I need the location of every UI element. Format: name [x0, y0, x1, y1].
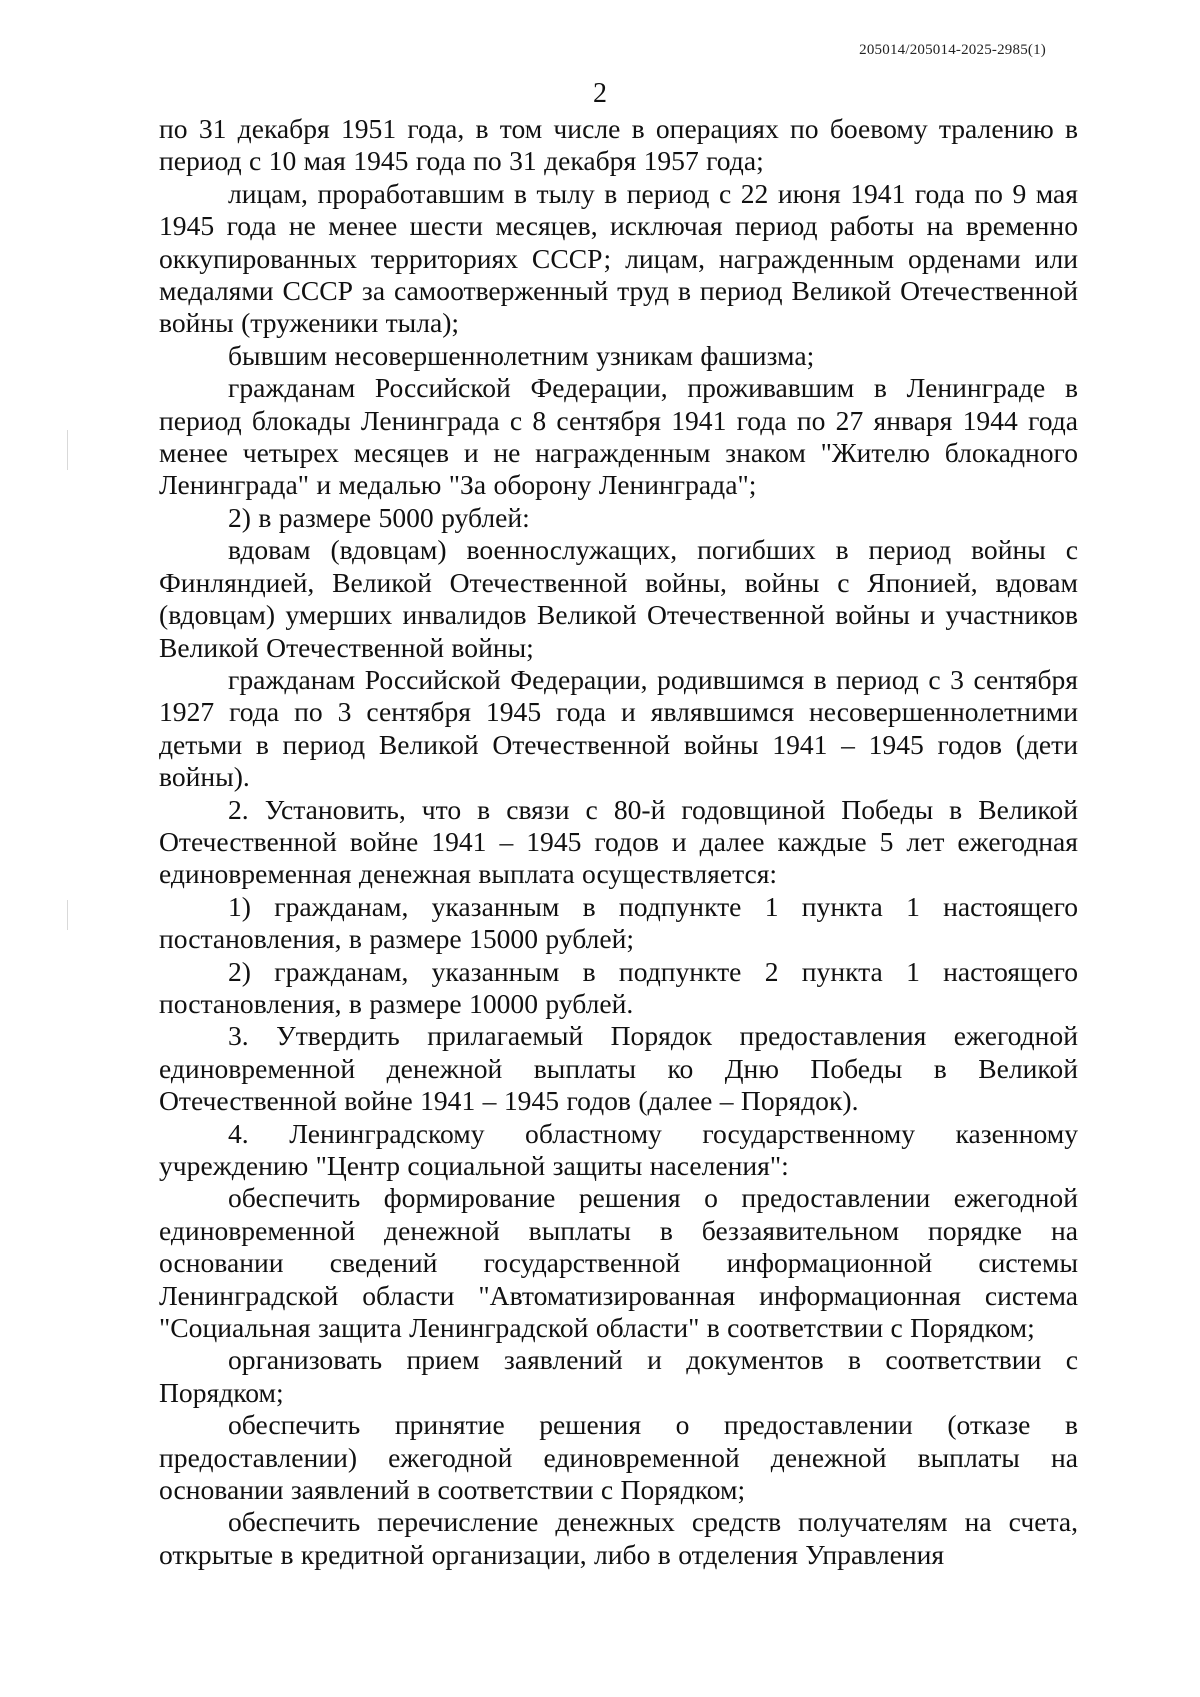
page-number: 2: [593, 78, 607, 109]
scan-margin-line: [67, 430, 68, 470]
paragraph: 2) в размере 5000 рублей:: [228, 501, 530, 533]
document-body: [159, 113, 1078, 1571]
paragraph: бывшим несовершеннолетним узникам фашизма;: [228, 339, 815, 371]
paragraph: 1) гражданам, указанным в подпункте 1 пункта 1 настоящего постановления, в размере 15000 рублей;: [159, 890, 1078, 955]
paragraph: обеспечить формирование решения о предоставлении ежегодной единовременной денежной выплаты в беззаявительном порядке на основании сведений государственной информационной системы Ленинградской области "Автоматизированная информационная система "Социальная защита Ленинградской области" в соответствии с Порядком;: [159, 1182, 1078, 1344]
paragraph: обеспечить перечисление денежных средств получателям на счета, открытые в кредитной организации, либо в отделения Управления: [159, 1506, 1078, 1570]
paragraph: гражданам Российской Федерации, родившимся в период с 3 сентября 1927 года по 3 сентября 1945 года и являвшимся несовершеннолетними детьми в период Великой Отечественной войны 1941 – 1945 годов (дети войны).: [159, 663, 1078, 793]
paragraph: 4. Ленинградскому областному государственному казенному учреждению "Центр социальной защиты населения":: [159, 1117, 1078, 1181]
paragraph: обеспечить принятие решения о предоставлении (отказе в предоставлении) ежегодной единовременной денежной выплаты на основании заявлений в соответствии с Порядком;: [159, 1409, 1078, 1506]
paragraph: 2) гражданам, указанным в подпункте 2 пункта 1 настоящего постановления, в размере 10000 рублей.: [159, 955, 1078, 1019]
document-registration-number: 205014/205014-2025-2985(1): [859, 42, 1046, 58]
paragraph: 3. Утвердить прилагаемый Порядок предоставления ежегодной единовременной денежной выплаты ко Дню Победы в Великой Отечественной войне 1941 – 1945 годов (далее – Порядок).: [159, 1020, 1078, 1117]
paragraph: организовать прием заявлений и документов в соответствии с Порядком;: [159, 1344, 1078, 1408]
scan-margin-line: [67, 900, 68, 930]
paragraph: по 31 декабря 1951 года, в том числе в операциях по боевому тралению в период с 10 мая 1945 года по 31 декабря 1957 года;: [159, 113, 1078, 177]
paragraph: лицам, проработавшим в тылу в период с 22 июня 1941 года по 9 мая 1945 года не менее шести месяцев, исключая период работы на временно оккупированных территориях СССР; лицам, награжденным орденами или медалями СССР за самоотверженный труд в период Великой Отечественной войны (труженики тыла);: [159, 177, 1078, 339]
paragraph: 2. Установить, что в связи с 80-й годовщиной Победы в Великой Отечественной войне 1941 – 1945 годов и далее каждые 5 лет ежегодная единовременная денежная выплата осуществляется:: [159, 793, 1078, 890]
paragraph: вдовам (вдовцам) военнослужащих, погибших в период войны с Финляндией, Великой Отечественной войны, войны с Японией, вдовам (вдовцам) умерших инвалидов Великой Отечественной войны и участников Великой Отечественной войны;: [159, 534, 1078, 663]
paragraph: гражданам Российской Федерации, проживавшим в Ленинграде в период блокады Ленинграда с 8 сентября 1941 года по 27 января 1944 года менее четырех месяцев и не награжденным знаком "Жителю блокадного Ленинграда" и медалью "За оборону Ленинграда";: [159, 372, 1078, 501]
